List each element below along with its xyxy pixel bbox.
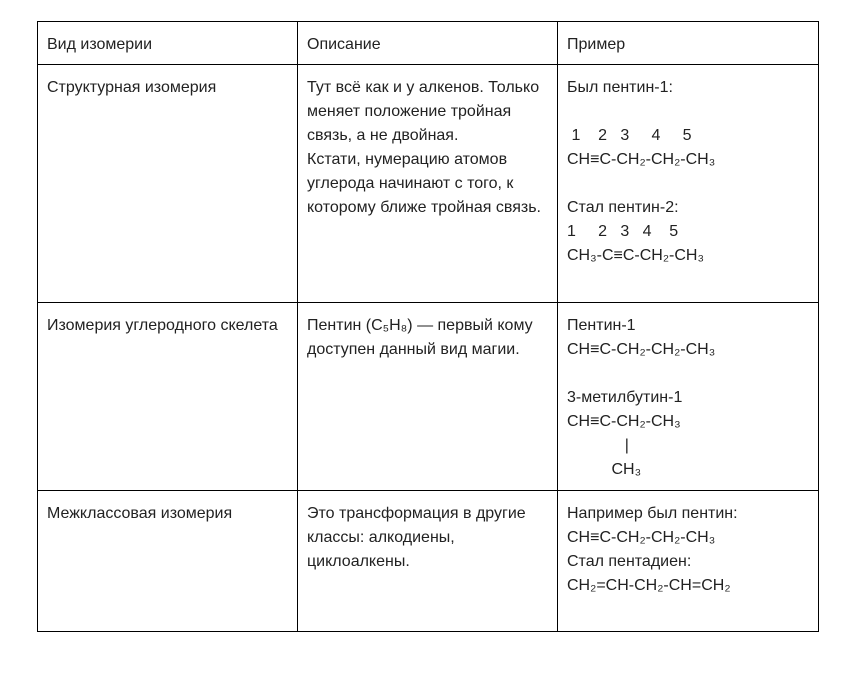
header-cell-type: Вид изомерии bbox=[38, 22, 298, 65]
cell-type: Изомерия углеродного скелета bbox=[38, 303, 298, 491]
header-cell-description: Описание bbox=[298, 22, 558, 65]
cell-type: Межклассовая изомерия bbox=[38, 491, 298, 632]
table-row bbox=[38, 491, 819, 632]
table-row bbox=[38, 65, 819, 303]
table-header-row bbox=[38, 22, 819, 65]
cell-example: Например был пентин: CH≡C-CH₂-CH₂-CH₃ Стал пентадиен: CH₂=CH-CH₂-CH=CH₂ bbox=[558, 491, 819, 632]
cell-description: Пентин (C₅H₈) — первый кому доступен данный вид магии. bbox=[298, 303, 558, 491]
cell-type: Структурная изомерия bbox=[38, 65, 298, 303]
header-cell-example: Пример bbox=[558, 22, 819, 65]
cell-description: Тут всё как и у алкенов. Только меняет положение тройная связь, а не двойная. Кстати, нумерацию атомов углерода начинают с того, к которому ближе тройная связь. bbox=[298, 65, 558, 303]
cell-example: Был пентин-1: 1 2 3 4 5 CH≡C-CH₂-CH₂-CH₃ Стал пентин-2: 1 2 3 4 5 CH₃-C≡C-CH₂-CH₃ bbox=[558, 65, 819, 303]
isomerism-table bbox=[37, 21, 819, 632]
cell-description: Это трансформация в другие классы: алкодиены, циклоалкены. bbox=[298, 491, 558, 632]
table-row bbox=[38, 303, 819, 491]
cell-example: Пентин-1 CH≡C-CH₂-CH₂-CH₃ 3-метилбутин-1 CH≡C-CH₂-CH₃ | CH₃ bbox=[558, 303, 819, 491]
